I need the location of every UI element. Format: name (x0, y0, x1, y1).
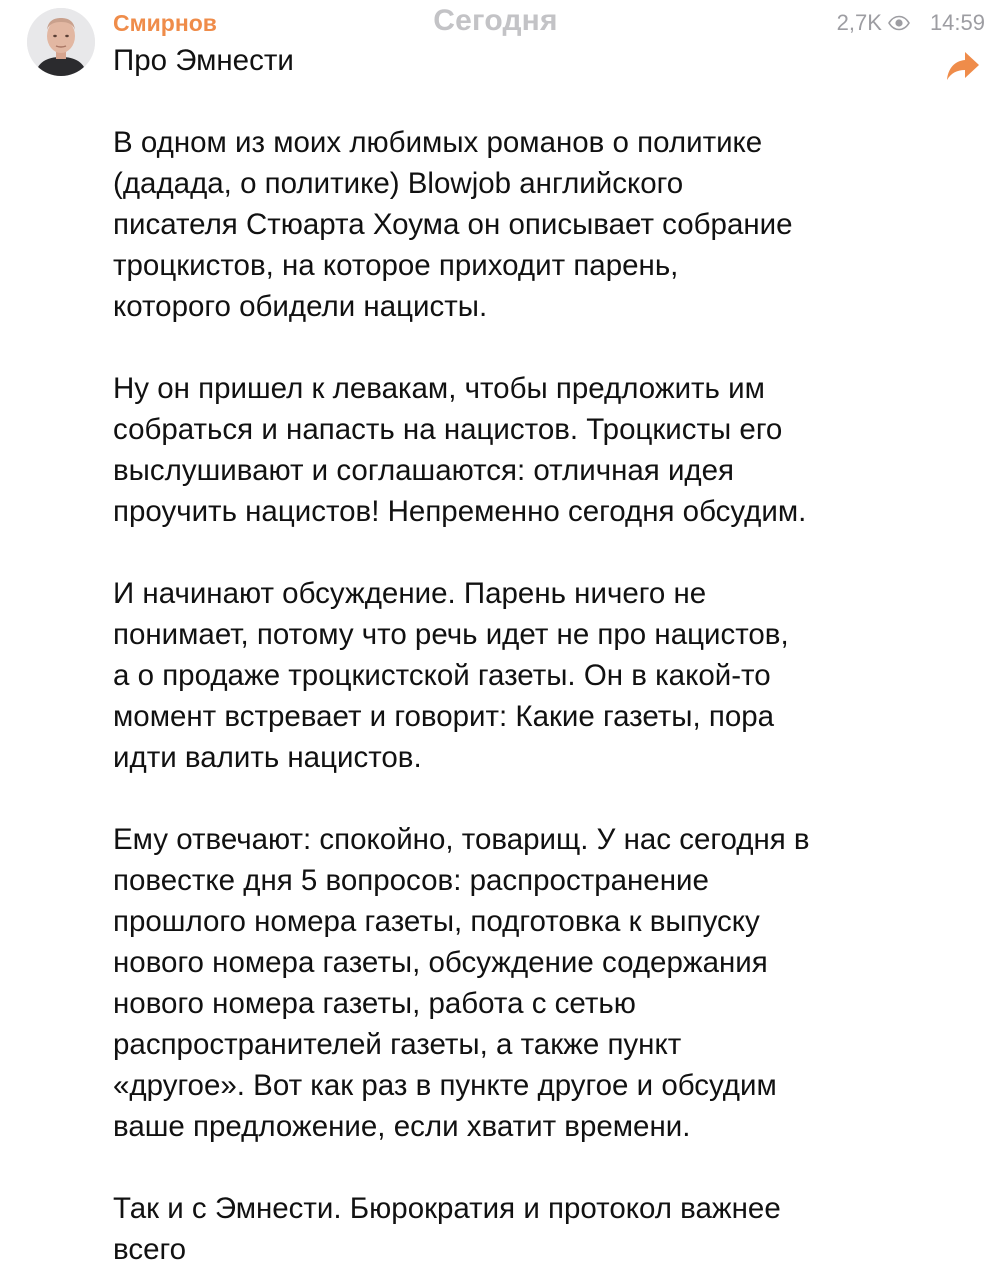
message-line: нового номера газеты, работа с сетью (113, 987, 636, 1020)
message-line: нового номера газеты, обсуждение содержания (113, 946, 768, 979)
message-paragraph (113, 819, 913, 1147)
message-line: момент встревает и говорит: Какие газеты, пора (113, 700, 775, 733)
message-paragraph (113, 122, 913, 327)
message-line: повестке дня 5 вопросов: распространение (113, 864, 709, 897)
message-line: понимает, потому что речь идет не про нацистов, (113, 618, 789, 651)
forward-icon[interactable] (945, 49, 981, 83)
message-line: ваше предложение, если хватит времени. (113, 1110, 691, 1143)
message-line: И начинают обсуждение. Парень ничего не (113, 577, 707, 610)
message-line: «другое». Вот как раз в пункте другое и обсудим (113, 1069, 777, 1102)
message-line: Про Эмнести (113, 44, 294, 77)
message-time: 14:59 (929, 10, 985, 35)
message-line: проучить нацистов! Непременно сегодня обсудим. (113, 495, 807, 528)
message-line: всего (113, 1233, 187, 1266)
message-meta (837, 10, 985, 36)
message-line: писателя Стюарта Хоума он описывает собрание (113, 208, 793, 241)
message-line: а о продаже троцкистской газеты. Он в какой-то (113, 659, 771, 692)
message-body (113, 40, 913, 1270)
message-line: выслушивают и соглашаются: отличная идея (113, 454, 735, 487)
message-paragraph (113, 573, 913, 778)
message-line: Так и с Эмнести. Бюрократия и протокол важнее (113, 1192, 781, 1225)
message-line: троцкистов, на которое приходит парень, (113, 249, 679, 282)
message-line: (дадада, о политике) Blowjob английского (113, 167, 684, 200)
message-line: собраться и напасть на нацистов. Троцкисты его (113, 413, 783, 446)
message-line: идти валить нацистов. (113, 741, 422, 774)
message-paragraph (113, 40, 913, 81)
message-line: В одном из моих любимых романов о политике (113, 126, 763, 159)
message-paragraph (113, 368, 913, 532)
message-line: распространителей газеты, а также пункт (113, 1028, 682, 1061)
date-separator: Сегодня (433, 4, 558, 37)
message-line: Ну он пришел к левакам, чтобы предложить им (113, 372, 765, 405)
view-count: 2,7K (836, 10, 882, 35)
message-line: Ему отвечают: спокойно, товарищ. У нас сегодня в (113, 823, 810, 856)
message-paragraph (113, 1188, 913, 1270)
message-line: которого обидели нацисты. (113, 290, 488, 323)
sender-name[interactable]: Смирнов (113, 10, 217, 36)
eye-icon (888, 15, 910, 31)
message-line: прошлого номера газеты, подготовка к выпуску (113, 905, 760, 938)
